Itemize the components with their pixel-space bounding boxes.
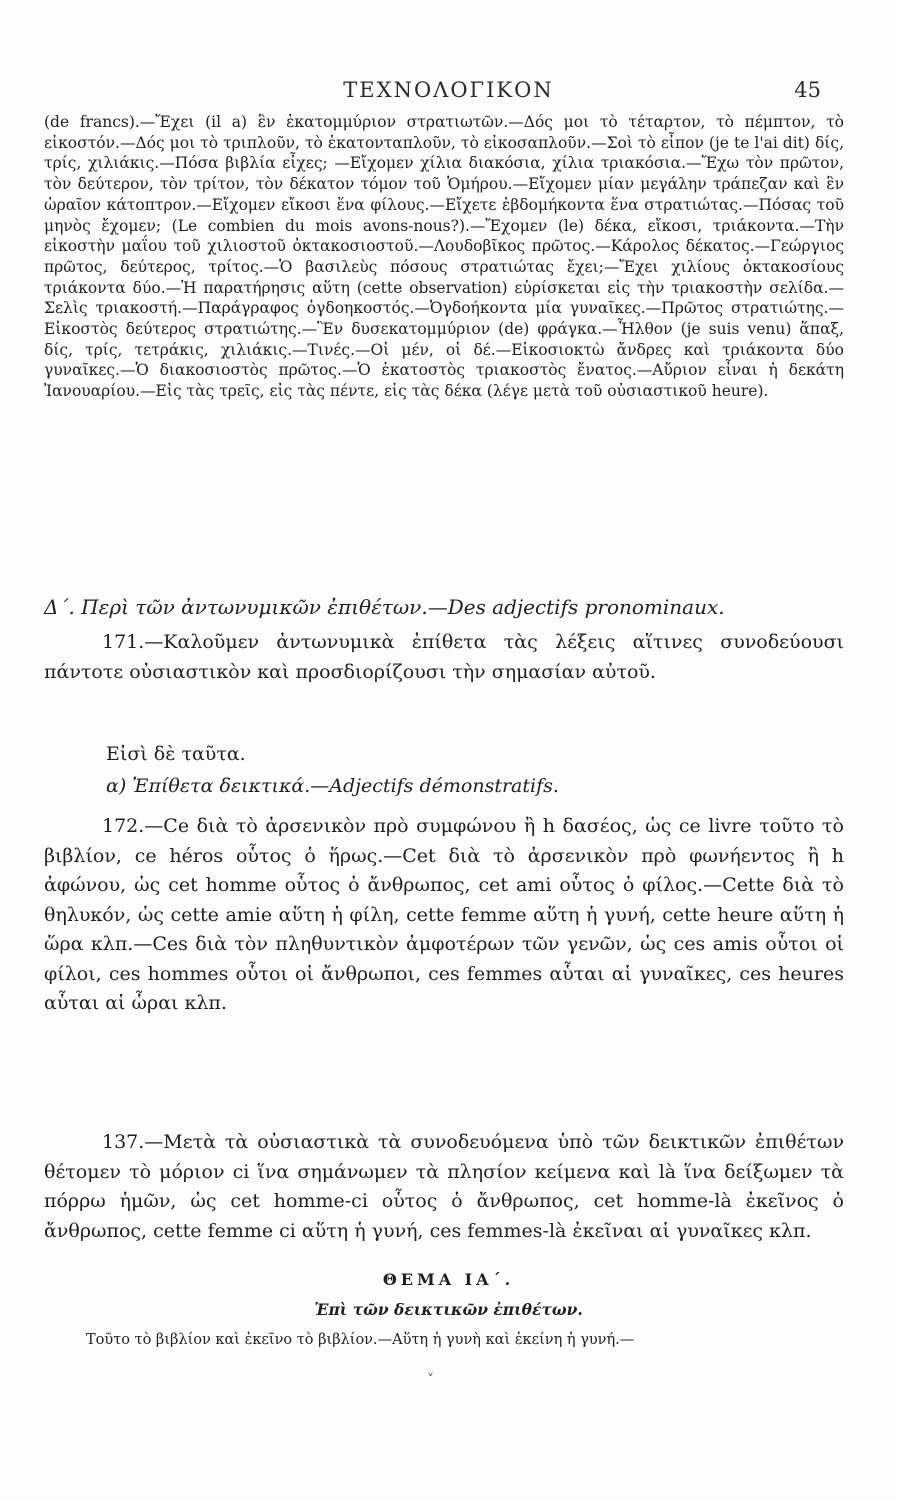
paragraph-172: [44, 812, 844, 1019]
subheading: [44, 772, 844, 802]
exercise-line: Τοῦτο τὸ βιβλίον καὶ ἐκεῖνο τὸ βιβλίον.—Αὕτη ἡ γυνὴ καὶ ἐκείνη ἡ γυνή.—: [86, 1332, 635, 1348]
exercise-paragraph: (de francs).—Ἔχει (il a) ἓν ἑκατομμύριον στρατιωτῶν.—Δός μοι τὸ τέταρτον, τὸ πέμπτον, τὸ εἰκοστόν.—Δός μοι τὸ τριπλοῦν, τὸ ἑκατονταπλοῦν, τὸ εἰκοσαπλοῦν.—Σοὶ τὸ εἶπον (je te l'ai dit) δίς, τρίς, χιλιάκις.—Πόσα βιβλία εἶχες; —Εἴχομεν χίλια διακόσια, χίλια τριακόσια.—Ἔχω τὸν πρῶτον, τὸν δεύτερον, τὸν τρίτον, τὸν δέκατον τόμον τοῦ Ὁμήρου.—Εἴχομεν μίαν μεγάλην τράπεζαν καὶ ἓν ὡραῖον κάτοπτρον.—Εἴχομεν εἴκοσι ἕνα φίλους.—Εἴχετε ἑβδομήκοντα ἕνα στρατιώτας.—Πόσας τοῦ μηνὸς ἔχομεν; (Le combien du mois avons-nous?).—Ἔχομεν (le) δέκα, εἴκοσι, τριάκοντα.—Τὴν εἰκοστὴν μαΐου τοῦ χιλιοστοῦ ὀκτακοσιοστοῦ.—Λουδοβῖκος πρῶτος.—Κάρολος δέκατος.—Γεώργιος πρῶτος, δεύτερος, τρίτος.—Ὁ βασιλεὺς πόσους στρατιώτας ἔχει;—Ἔχει χιλίους ὀκτακοσίους τριάκοντα δύο.—Ἡ παρατήρησις αὕτη (cette observation) εὑρίσκεται εἰς τὴν τριακοστὴν σελίδα.—Σελὶς τριακοστή.—Παράγραφος ὀγδοηκοστός.—Ὀγδοήκοντα μία γυναῖκες.—Πρῶτος στρατιώτης.—Εἰκοστὸς δεύτερος στρατιώτης.—Ἓν δυσεκατομμύριον (de) φράγκα.—Ἦλθον (je suis venu) ἅπαξ, δίς, τρίς, τετράκις, χιλιάκις.—Τινές.—Οἱ μέν, οἱ δέ.—Εἰκοσιοκτὼ ἄνδρες καὶ τριάκοντα δύο γυναῖκες.—Ὁ διακοσιοστὸς πρῶτος.—Ὁ ἑκατοστὸς τριακοστὸς ἔνατος.—Αὔριον εἶναι ἡ δεκάτη Ἰανουαρίου.—Εἰς τὰς τρεῖς, εἰς τὰς πέντε, εἰς τὰς δέκα (λέγε μετὰ τοῦ οὐσιαστικοῦ heure).: [44, 113, 844, 401]
intro-text: Εἰσὶ δὲ ταῦτα.: [106, 743, 246, 765]
theme-title: ΘΕΜΑ ΙΑ΄.: [382, 1270, 515, 1289]
paragraph-text: 171.—Καλοῦμεν ἀντωνυμικὰ ἐπίθετα τὰς λέξεις αἵτινες συνοδεύουσι πάντοτε οὐσιαστικὸν καὶ προσδιορίζουσι τὴν σημασίαν αὐτοῦ.: [44, 631, 844, 683]
paragraph-171: [44, 628, 844, 687]
theme-subtitle: Ἐπὶ τῶν δεικτικῶν ἐπιθέτων.: [314, 1300, 583, 1319]
page-number: 45: [794, 78, 821, 102]
paragraph-text: 137.—Μετὰ τὰ οὐσιαστικὰ τὰ συνοδευόμενα ὑπὸ τῶν δεικτικῶν ἐπιθέτων θέτομεν τὸ μόριον ci ἵνα σημάνωμεν τὰ πλησίον κείμενα καὶ là ἵνα δείξωμεν τὰ πόρρω ἡμῶν, ὡς cet homme-ci οὗτος ὁ ἄνθρωπος, cet homme-là ἐκεῖνος ὁ ἄνθρωπος, cette femme ci αὕτη ἡ γυνή, ces femmes-là ἐκεῖναι αἱ γυναῖκες κλπ.: [44, 1131, 844, 1242]
running-title: ΤΕΧΝΟΛΟΓΙΚΟΝ: [343, 78, 554, 102]
paragraph-text: 172.—Ce διὰ τὸ ἀρσενικὸν πρὸ συμφώνου ἢ h δασέος, ὡς ce livre τοῦτο τὸ βιβλίον, ce héros οὗτος ὁ ἥρως.—Cet διὰ τὸ ἀρσενικὸν πρὸ φωνήεντος ἢ h ἀφώνου, ὡς cet homme οὗτος ὁ ἄνθρωπος, cet ami οὗτος ὁ φίλος.—Cette διὰ τὸ θηλυκόν, ὡς cette amie αὕτη ἡ φίλη, cette femme αὕτη ἡ γυνή, cette heure αὕτη ἡ ὥρα κλπ.—Ces διὰ τὸν πληθυντικὸν ἀμφοτέρων τῶν γενῶν, ὡς ces amis οὗτοι οἱ φίλοι, ces hommes οὗτοι οἱ ἄνθρωποι, ces femmes αὗται αἱ γυναῖκες, ces heures αὗται αἱ ὧραι κλπ.: [44, 815, 844, 1014]
continued-exercise-text: [44, 112, 844, 402]
intro-line: [44, 740, 844, 770]
subheading-text: α) Ἐπίθετα δεικτικά.—Adjectifs démonstratifs.: [106, 775, 559, 797]
paragraph-137: [44, 1128, 844, 1246]
ink-mark: ˅: [427, 1372, 434, 1388]
page-header: [0, 78, 897, 108]
section-heading: Δ΄. Περὶ τῶν ἀντωνυμικῶν ἐπιθέτων.—Des adjectifs pronominaux.: [44, 595, 725, 619]
